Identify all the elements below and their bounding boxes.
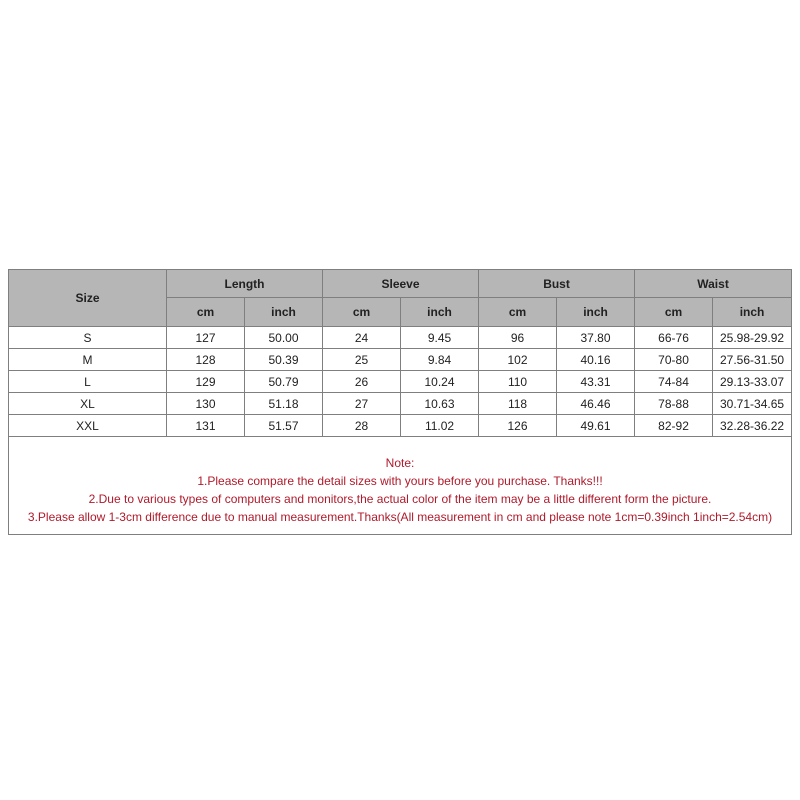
group-header-waist: Waist bbox=[635, 270, 792, 298]
table-cell: 126 bbox=[479, 415, 557, 437]
table-cell: 46.46 bbox=[557, 393, 635, 415]
note-line-1: 1.Please compare the detail sizes with yours before you purchase. Thanks!!! bbox=[197, 473, 603, 488]
note-row bbox=[9, 437, 792, 535]
table-cell: 37.80 bbox=[557, 327, 635, 349]
table-cell: 25.98-29.92 bbox=[713, 327, 792, 349]
table-row bbox=[9, 327, 792, 349]
table-cell: 96 bbox=[479, 327, 557, 349]
table-cell: 27.56-31.50 bbox=[713, 349, 792, 371]
group-header-row bbox=[9, 270, 792, 298]
table-row bbox=[9, 349, 792, 371]
table-cell: 30.71-34.65 bbox=[713, 393, 792, 415]
group-header-length: Length bbox=[167, 270, 323, 298]
size-chart-table bbox=[8, 269, 792, 535]
table-cell: 49.61 bbox=[557, 415, 635, 437]
table-cell: 129 bbox=[167, 371, 245, 393]
table-cell: 130 bbox=[167, 393, 245, 415]
table-cell: 29.13-33.07 bbox=[713, 371, 792, 393]
table-cell: 50.00 bbox=[245, 327, 323, 349]
table-cell: 78-88 bbox=[635, 393, 713, 415]
size-cell: M bbox=[9, 349, 167, 371]
group-header-sleeve: Sleeve bbox=[323, 270, 479, 298]
note-line-2: 2.Due to various types of computers and monitors,the actual color of the item may be a little different form the picture. bbox=[88, 491, 712, 506]
table-cell: 82-92 bbox=[635, 415, 713, 437]
size-header: Size bbox=[9, 270, 167, 327]
table-cell: 10.24 bbox=[401, 371, 479, 393]
note-title: Note: bbox=[385, 455, 415, 470]
table-cell: 9.45 bbox=[401, 327, 479, 349]
table-row bbox=[9, 415, 792, 437]
table-cell: 43.31 bbox=[557, 371, 635, 393]
table-cell: 70-80 bbox=[635, 349, 713, 371]
table-cell: 118 bbox=[479, 393, 557, 415]
table-cell: 11.02 bbox=[401, 415, 479, 437]
table-cell: 127 bbox=[167, 327, 245, 349]
table-cell: 10.63 bbox=[401, 393, 479, 415]
unit-header: inch bbox=[401, 298, 479, 327]
table-cell: 128 bbox=[167, 349, 245, 371]
unit-header: inch bbox=[557, 298, 635, 327]
unit-header: cm bbox=[323, 298, 401, 327]
unit-header: inch bbox=[713, 298, 792, 327]
table-cell: 50.39 bbox=[245, 349, 323, 371]
table-cell: 40.16 bbox=[557, 349, 635, 371]
size-cell: XXL bbox=[9, 415, 167, 437]
table-cell: 50.79 bbox=[245, 371, 323, 393]
table-cell: 28 bbox=[323, 415, 401, 437]
table-cell: 110 bbox=[479, 371, 557, 393]
note-cell bbox=[9, 437, 792, 535]
table-cell: 102 bbox=[479, 349, 557, 371]
size-cell: L bbox=[9, 371, 167, 393]
table-cell: 51.57 bbox=[245, 415, 323, 437]
size-cell: XL bbox=[9, 393, 167, 415]
table-cell: 66-76 bbox=[635, 327, 713, 349]
unit-header: inch bbox=[245, 298, 323, 327]
table-cell: 74-84 bbox=[635, 371, 713, 393]
unit-header: cm bbox=[167, 298, 245, 327]
table-cell: 9.84 bbox=[401, 349, 479, 371]
table-cell: 27 bbox=[323, 393, 401, 415]
table-row bbox=[9, 371, 792, 393]
unit-header: cm bbox=[479, 298, 557, 327]
table-cell: 32.28-36.22 bbox=[713, 415, 792, 437]
table-cell: 131 bbox=[167, 415, 245, 437]
table-cell: 24 bbox=[323, 327, 401, 349]
group-header-bust: Bust bbox=[479, 270, 635, 298]
table-row bbox=[9, 393, 792, 415]
table-cell: 26 bbox=[323, 371, 401, 393]
note-line-3: 3.Please allow 1-3cm difference due to manual measurement.Thanks(All measurement in cm and please note 1cm=0.39inch 1inch=2.54cm) bbox=[27, 509, 773, 524]
table-cell: 51.18 bbox=[245, 393, 323, 415]
table-cell: 25 bbox=[323, 349, 401, 371]
unit-header: cm bbox=[635, 298, 713, 327]
size-cell: S bbox=[9, 327, 167, 349]
